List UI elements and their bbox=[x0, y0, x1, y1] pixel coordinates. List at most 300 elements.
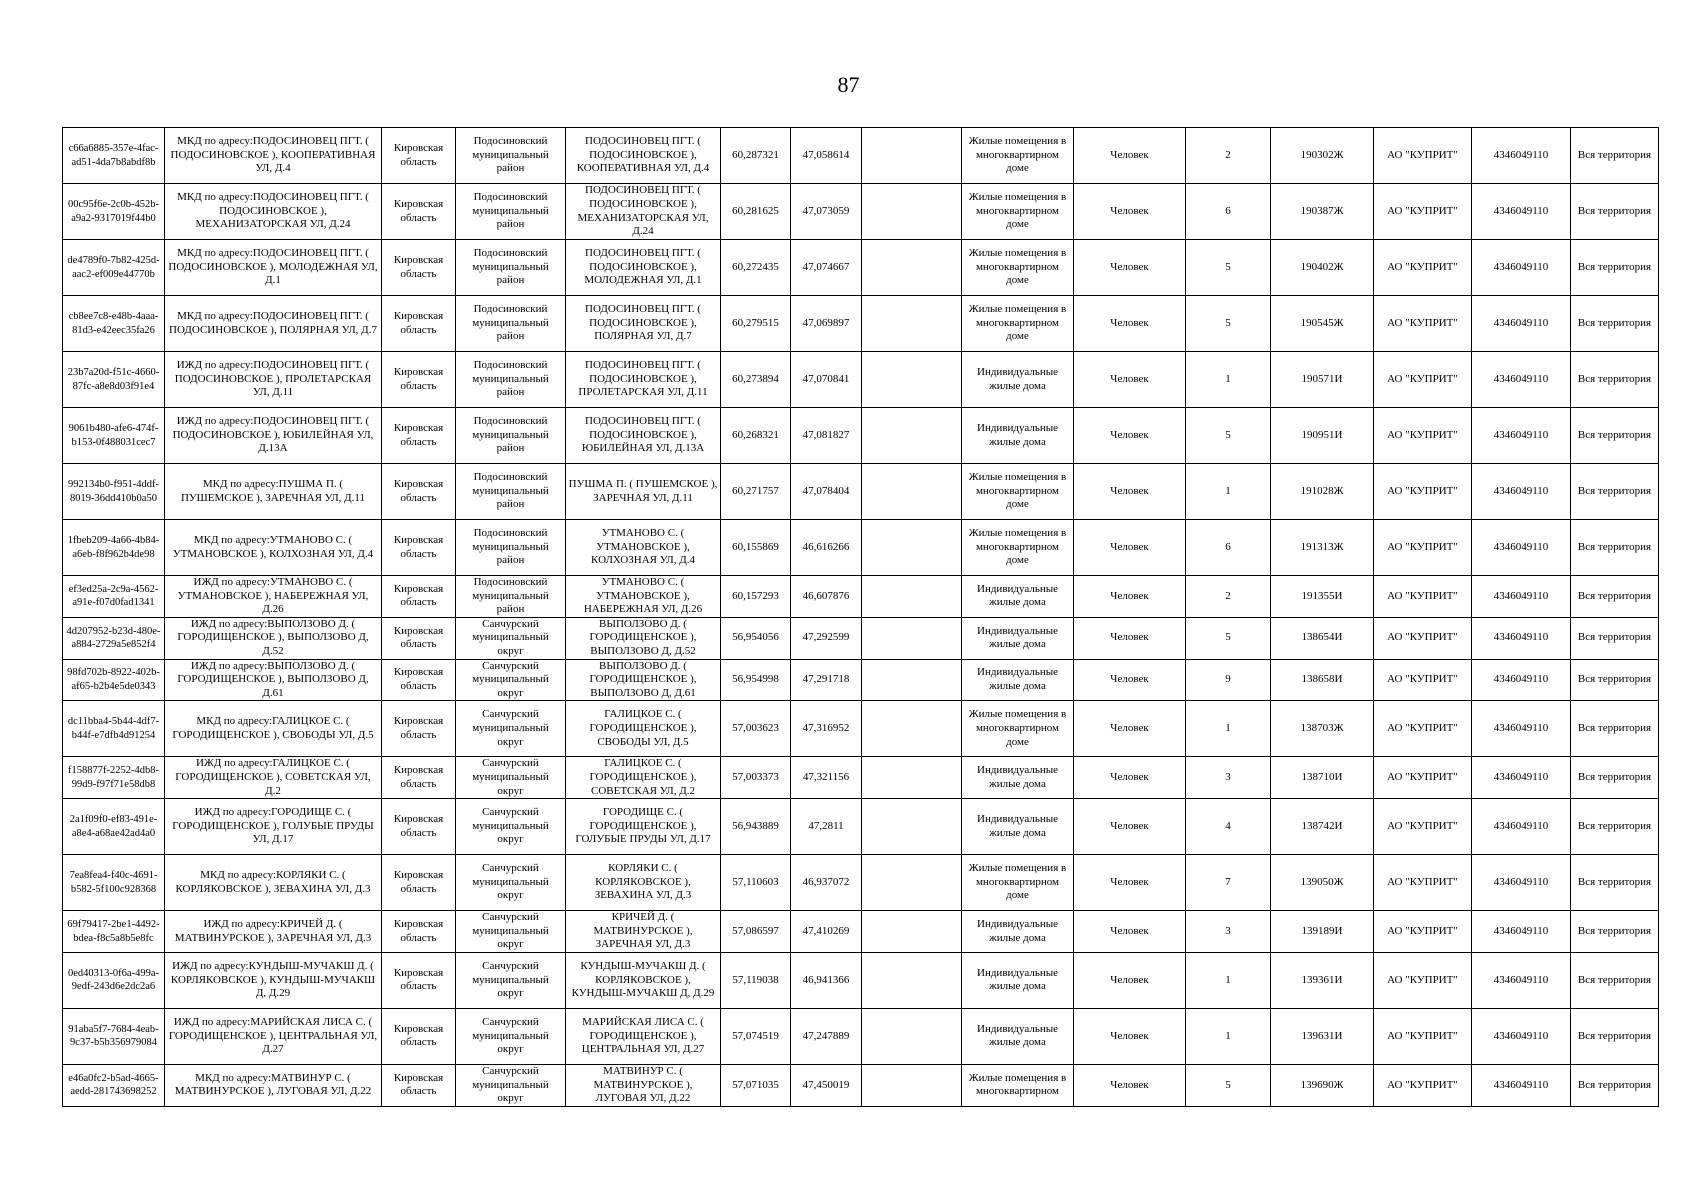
latitude-cell: 60,279515 bbox=[721, 296, 791, 352]
unit-cell: Человек bbox=[1074, 408, 1186, 464]
latitude-cell: 56,954056 bbox=[721, 617, 791, 659]
record-id-cell: 91aba5f7-7684-4eab-9c37-b5b356979084 bbox=[63, 1008, 165, 1064]
empty-cell bbox=[862, 1008, 962, 1064]
table-row bbox=[63, 799, 1659, 855]
table-row bbox=[63, 576, 1659, 618]
account-code-cell: 138654И bbox=[1271, 617, 1374, 659]
region-cell: Кировская область bbox=[382, 1064, 456, 1106]
longitude-cell: 46,941366 bbox=[791, 952, 862, 1008]
object-description-cell: МКД по адресу:УТМАНОВО С. ( УТМАНОВСКОЕ ), КОЛХОЗНАЯ УЛ, Д.4 bbox=[165, 520, 382, 576]
empty-cell bbox=[862, 757, 962, 799]
empty-cell bbox=[862, 659, 962, 701]
district-cell: Санчурский муниципальный округ bbox=[456, 1064, 566, 1106]
object-description-cell: МКД по адресу:ПОДОСИНОВЕЦ ПГТ. ( ПОДОСИНОВСКОЕ ), ПОЛЯРНАЯ УЛ, Д.7 bbox=[165, 296, 382, 352]
object-description-cell: ИЖД по адресу:ГОРОДИЩЕ С. ( ГОРОДИЩЕНСКОЕ ), ГОЛУБЫЕ ПРУДЫ УЛ, Д.17 bbox=[165, 799, 382, 855]
unit-cell: Человек bbox=[1074, 576, 1186, 618]
address-cell: МАРИЙСКАЯ ЛИСА С. ( ГОРОДИЩЕНСКОЕ ), ЦЕНТРАЛЬНАЯ УЛ, Д.27 bbox=[566, 1008, 721, 1064]
premises-type-cell: Жилые помещения в многоквартирном доме bbox=[962, 464, 1074, 520]
count-cell: 9 bbox=[1186, 659, 1271, 701]
empty-cell bbox=[862, 799, 962, 855]
object-description-cell: МКД по адресу:МАТВИНУР С. ( МАТВИНУРСКОЕ ), ЛУГОВАЯ УЛ, Д.22 bbox=[165, 1064, 382, 1106]
premises-type-cell: Индивидуальные жилые дома bbox=[962, 408, 1074, 464]
account-code-cell: 191313Ж bbox=[1271, 520, 1374, 576]
object-description-cell: МКД по адресу:ПОДОСИНОВЕЦ ПГТ. ( ПОДОСИНОВСКОЕ ), КООПЕРАТИВНАЯ УЛ, Д.4 bbox=[165, 128, 382, 184]
territory-cell: Вся территория bbox=[1571, 617, 1659, 659]
operator-cell: АО "КУПРИТ" bbox=[1374, 701, 1472, 757]
address-cell: ПОДОСИНОВЕЦ ПГТ. ( ПОДОСИНОВСКОЕ ), МОЛОДЕЖНАЯ УЛ, Д.1 bbox=[566, 240, 721, 296]
empty-cell bbox=[862, 701, 962, 757]
inn-cell: 4346049110 bbox=[1472, 128, 1571, 184]
longitude-cell: 46,937072 bbox=[791, 855, 862, 911]
operator-cell: АО "КУПРИТ" bbox=[1374, 757, 1472, 799]
unit-cell: Человек bbox=[1074, 520, 1186, 576]
empty-cell bbox=[862, 911, 962, 953]
longitude-cell: 47,410269 bbox=[791, 911, 862, 953]
longitude-cell: 47,247889 bbox=[791, 1008, 862, 1064]
empty-cell bbox=[862, 952, 962, 1008]
inn-cell: 4346049110 bbox=[1472, 520, 1571, 576]
district-cell: Санчурский муниципальный округ bbox=[456, 617, 566, 659]
account-code-cell: 139050Ж bbox=[1271, 855, 1374, 911]
territory-cell: Вся территория bbox=[1571, 1064, 1659, 1106]
district-cell: Подосиновский муниципальный район bbox=[456, 240, 566, 296]
inn-cell: 4346049110 bbox=[1472, 911, 1571, 953]
object-description-cell: ИЖД по адресу:ВЫПОЛЗОВО Д. ( ГОРОДИЩЕНСКОЕ ), ВЫПОЛЗОВО Д, Д.61 bbox=[165, 659, 382, 701]
premises-type-cell: Жилые помещения в многоквартирном bbox=[962, 1064, 1074, 1106]
longitude-cell: 47,069897 bbox=[791, 296, 862, 352]
territory-cell: Вся территория bbox=[1571, 911, 1659, 953]
latitude-cell: 57,003623 bbox=[721, 701, 791, 757]
empty-cell bbox=[862, 352, 962, 408]
table-row bbox=[63, 296, 1659, 352]
account-code-cell: 139631И bbox=[1271, 1008, 1374, 1064]
inn-cell: 4346049110 bbox=[1472, 296, 1571, 352]
object-description-cell: МКД по адресу:ГАЛИЦКОЕ С. ( ГОРОДИЩЕНСКОЕ ), СВОБОДЫ УЛ, Д.5 bbox=[165, 701, 382, 757]
latitude-cell: 57,071035 bbox=[721, 1064, 791, 1106]
table-row bbox=[63, 617, 1659, 659]
district-cell: Санчурский муниципальный округ bbox=[456, 1008, 566, 1064]
count-cell: 5 bbox=[1186, 617, 1271, 659]
count-cell: 1 bbox=[1186, 352, 1271, 408]
address-cell: ПОДОСИНОВЕЦ ПГТ. ( ПОДОСИНОВСКОЕ ), ПРОЛЕТАРСКАЯ УЛ, Д.11 bbox=[566, 352, 721, 408]
table-row bbox=[63, 240, 1659, 296]
count-cell: 1 bbox=[1186, 701, 1271, 757]
premises-type-cell: Жилые помещения в многоквартирном доме bbox=[962, 701, 1074, 757]
inn-cell: 4346049110 bbox=[1472, 952, 1571, 1008]
territory-cell: Вся территория bbox=[1571, 659, 1659, 701]
territory-cell: Вся территория bbox=[1571, 464, 1659, 520]
inn-cell: 4346049110 bbox=[1472, 659, 1571, 701]
inn-cell: 4346049110 bbox=[1472, 799, 1571, 855]
territory-cell: Вся территория bbox=[1571, 576, 1659, 618]
premises-type-cell: Жилые помещения в многоквартирном доме bbox=[962, 184, 1074, 240]
object-description-cell: ИЖД по адресу:ВЫПОЛЗОВО Д. ( ГОРОДИЩЕНСКОЕ ), ВЫПОЛЗОВО Д, Д.52 bbox=[165, 617, 382, 659]
unit-cell: Человек bbox=[1074, 855, 1186, 911]
object-description-cell: ИЖД по адресу:КРИЧЕЙ Д. ( МАТВИНУРСКОЕ ), ЗАРЕЧНАЯ УЛ, Д.3 bbox=[165, 911, 382, 953]
account-code-cell: 190571И bbox=[1271, 352, 1374, 408]
region-cell: Кировская область bbox=[382, 128, 456, 184]
table-row bbox=[63, 128, 1659, 184]
address-cell: ГОРОДИЩЕ С. ( ГОРОДИЩЕНСКОЕ ), ГОЛУБЫЕ ПРУДЫ УЛ, Д.17 bbox=[566, 799, 721, 855]
district-cell: Санчурский муниципальный округ bbox=[456, 911, 566, 953]
operator-cell: АО "КУПРИТ" bbox=[1374, 352, 1472, 408]
empty-cell bbox=[862, 576, 962, 618]
object-description-cell: ИЖД по адресу:ГАЛИЦКОЕ С. ( ГОРОДИЩЕНСКОЕ ), СОВЕТСКАЯ УЛ, Д.2 bbox=[165, 757, 382, 799]
operator-cell: АО "КУПРИТ" bbox=[1374, 617, 1472, 659]
table-row bbox=[63, 911, 1659, 953]
table-row bbox=[63, 757, 1659, 799]
operator-cell: АО "КУПРИТ" bbox=[1374, 911, 1472, 953]
premises-type-cell: Индивидуальные жилые дома bbox=[962, 757, 1074, 799]
premises-type-cell: Жилые помещения в многоквартирном доме bbox=[962, 240, 1074, 296]
territory-cell: Вся территория bbox=[1571, 799, 1659, 855]
region-cell: Кировская область bbox=[382, 911, 456, 953]
record-id-cell: c66a6885-357e-4fac-ad51-4da7b8abdf8b bbox=[63, 128, 165, 184]
longitude-cell: 47,081827 bbox=[791, 408, 862, 464]
territory-cell: Вся территория bbox=[1571, 757, 1659, 799]
record-id-cell: de4789f0-7b82-425d-aac2-ef009e44770b bbox=[63, 240, 165, 296]
address-cell: ПОДОСИНОВЕЦ ПГТ. ( ПОДОСИНОВСКОЕ ), КООПЕРАТИВНАЯ УЛ, Д.4 bbox=[566, 128, 721, 184]
latitude-cell: 56,954998 bbox=[721, 659, 791, 701]
operator-cell: АО "КУПРИТ" bbox=[1374, 952, 1472, 1008]
inn-cell: 4346049110 bbox=[1472, 855, 1571, 911]
district-cell: Подосиновский муниципальный район bbox=[456, 576, 566, 618]
empty-cell bbox=[862, 184, 962, 240]
premises-type-cell: Индивидуальные жилые дома bbox=[962, 952, 1074, 1008]
district-cell: Подосиновский муниципальный район bbox=[456, 464, 566, 520]
record-id-cell: 9061b480-afe6-474f-b153-0f488031cec7 bbox=[63, 408, 165, 464]
count-cell: 1 bbox=[1186, 464, 1271, 520]
district-cell: Санчурский муниципальный округ bbox=[456, 855, 566, 911]
district-cell: Санчурский муниципальный округ bbox=[456, 799, 566, 855]
territory-cell: Вся территория bbox=[1571, 352, 1659, 408]
count-cell: 1 bbox=[1186, 952, 1271, 1008]
operator-cell: АО "КУПРИТ" bbox=[1374, 855, 1472, 911]
latitude-cell: 60,155869 bbox=[721, 520, 791, 576]
longitude-cell: 47,292599 bbox=[791, 617, 862, 659]
region-cell: Кировская область bbox=[382, 701, 456, 757]
table-row bbox=[63, 520, 1659, 576]
empty-cell bbox=[862, 296, 962, 352]
empty-cell bbox=[862, 464, 962, 520]
empty-cell bbox=[862, 855, 962, 911]
account-code-cell: 191028Ж bbox=[1271, 464, 1374, 520]
premises-type-cell: Жилые помещения в многоквартирном доме bbox=[962, 855, 1074, 911]
latitude-cell: 60,273894 bbox=[721, 352, 791, 408]
inn-cell: 4346049110 bbox=[1472, 617, 1571, 659]
inn-cell: 4346049110 bbox=[1472, 1064, 1571, 1106]
account-code-cell: 190402Ж bbox=[1271, 240, 1374, 296]
region-cell: Кировская область bbox=[382, 296, 456, 352]
count-cell: 3 bbox=[1186, 757, 1271, 799]
latitude-cell: 57,086597 bbox=[721, 911, 791, 953]
object-description-cell: ИЖД по адресу:ПОДОСИНОВЕЦ ПГТ. ( ПОДОСИНОВСКОЕ ), ЮБИЛЕЙНАЯ УЛ, Д.13А bbox=[165, 408, 382, 464]
district-cell: Подосиновский муниципальный район bbox=[456, 520, 566, 576]
table-row bbox=[63, 352, 1659, 408]
region-cell: Кировская область bbox=[382, 240, 456, 296]
registry-body bbox=[63, 128, 1659, 1107]
empty-cell bbox=[862, 520, 962, 576]
region-cell: Кировская область bbox=[382, 617, 456, 659]
longitude-cell: 47,2811 bbox=[791, 799, 862, 855]
count-cell: 7 bbox=[1186, 855, 1271, 911]
latitude-cell: 57,119038 bbox=[721, 952, 791, 1008]
territory-cell: Вся территория bbox=[1571, 855, 1659, 911]
object-description-cell: МКД по адресу:ПУШМА П. ( ПУШЕМСКОЕ ), ЗАРЕЧНАЯ УЛ, Д.11 bbox=[165, 464, 382, 520]
latitude-cell: 57,110603 bbox=[721, 855, 791, 911]
premises-type-cell: Индивидуальные жилые дома bbox=[962, 352, 1074, 408]
object-description-cell: ИЖД по адресу:ПОДОСИНОВЕЦ ПГТ. ( ПОДОСИНОВСКОЕ ), ПРОЛЕТАРСКАЯ УЛ, Д.11 bbox=[165, 352, 382, 408]
premises-type-cell: Жилые помещения в многоквартирном доме bbox=[962, 520, 1074, 576]
premises-type-cell: Индивидуальные жилые дома bbox=[962, 799, 1074, 855]
unit-cell: Человек bbox=[1074, 911, 1186, 953]
account-code-cell: 138710И bbox=[1271, 757, 1374, 799]
operator-cell: АО "КУПРИТ" bbox=[1374, 576, 1472, 618]
table-row bbox=[63, 952, 1659, 1008]
premises-type-cell: Индивидуальные жилые дома bbox=[962, 576, 1074, 618]
longitude-cell: 47,291718 bbox=[791, 659, 862, 701]
count-cell: 5 bbox=[1186, 1064, 1271, 1106]
district-cell: Санчурский муниципальный округ bbox=[456, 952, 566, 1008]
account-code-cell: 190387Ж bbox=[1271, 184, 1374, 240]
territory-cell: Вся территория bbox=[1571, 296, 1659, 352]
record-id-cell: 4d207952-b23d-480e-a884-2729a5e852f4 bbox=[63, 617, 165, 659]
district-cell: Подосиновский муниципальный район bbox=[456, 128, 566, 184]
address-cell: КОРЛЯКИ С. ( КОРЛЯКОВСКОЕ ), ЗЕВАХИНА УЛ, Д.3 bbox=[566, 855, 721, 911]
empty-cell bbox=[862, 617, 962, 659]
region-cell: Кировская область bbox=[382, 855, 456, 911]
operator-cell: АО "КУПРИТ" bbox=[1374, 240, 1472, 296]
territory-cell: Вся территория bbox=[1571, 128, 1659, 184]
operator-cell: АО "КУПРИТ" bbox=[1374, 184, 1472, 240]
district-cell: Подосиновский муниципальный район bbox=[456, 352, 566, 408]
address-cell: ПОДОСИНОВЕЦ ПГТ. ( ПОДОСИНОВСКОЕ ), ПОЛЯРНАЯ УЛ, Д.7 bbox=[566, 296, 721, 352]
latitude-cell: 60,157293 bbox=[721, 576, 791, 618]
longitude-cell: 46,616266 bbox=[791, 520, 862, 576]
record-id-cell: 0ed40313-0f6a-499a-9edf-243d6e2dc2a6 bbox=[63, 952, 165, 1008]
unit-cell: Человек bbox=[1074, 1008, 1186, 1064]
record-id-cell: f158877f-2252-4db8-99d9-f97f71e58db8 bbox=[63, 757, 165, 799]
record-id-cell: dc11bba4-5b44-4df7-b44f-e7dfb4d91254 bbox=[63, 701, 165, 757]
record-id-cell: ef3ed25a-2c9a-4562-a91e-f07d0fad1341 bbox=[63, 576, 165, 618]
inn-cell: 4346049110 bbox=[1472, 576, 1571, 618]
record-id-cell: 69f79417-2be1-4492-bdea-f8c5a8b5e8fc bbox=[63, 911, 165, 953]
unit-cell: Человек bbox=[1074, 352, 1186, 408]
inn-cell: 4346049110 bbox=[1472, 464, 1571, 520]
address-cell: ПОДОСИНОВЕЦ ПГТ. ( ПОДОСИНОВСКОЕ ), МЕХАНИЗАТОРСКАЯ УЛ, Д.24 bbox=[566, 184, 721, 240]
latitude-cell: 56,943889 bbox=[721, 799, 791, 855]
region-cell: Кировская область bbox=[382, 1008, 456, 1064]
count-cell: 5 bbox=[1186, 408, 1271, 464]
region-cell: Кировская область bbox=[382, 464, 456, 520]
account-code-cell: 139690Ж bbox=[1271, 1064, 1374, 1106]
record-id-cell: 1fbeb209-4a66-4b84-a6eb-f8f962b4de98 bbox=[63, 520, 165, 576]
unit-cell: Человек bbox=[1074, 296, 1186, 352]
region-cell: Кировская область bbox=[382, 352, 456, 408]
region-cell: Кировская область bbox=[382, 952, 456, 1008]
longitude-cell: 47,450019 bbox=[791, 1064, 862, 1106]
unit-cell: Человек bbox=[1074, 757, 1186, 799]
unit-cell: Человек bbox=[1074, 240, 1186, 296]
account-code-cell: 139361И bbox=[1271, 952, 1374, 1008]
count-cell: 3 bbox=[1186, 911, 1271, 953]
record-id-cell: e46a0fc2-b5ad-4665-aedd-281743698252 bbox=[63, 1064, 165, 1106]
unit-cell: Человек bbox=[1074, 1064, 1186, 1106]
record-id-cell: 98fd702b-8922-402b-af65-b2b4e5de0343 bbox=[63, 659, 165, 701]
count-cell: 5 bbox=[1186, 296, 1271, 352]
page-number: 87 bbox=[837, 72, 860, 97]
table-row bbox=[63, 408, 1659, 464]
unit-cell: Человек bbox=[1074, 799, 1186, 855]
longitude-cell: 47,058614 bbox=[791, 128, 862, 184]
unit-cell: Человек bbox=[1074, 952, 1186, 1008]
premises-type-cell: Индивидуальные жилые дома bbox=[962, 1008, 1074, 1064]
account-code-cell: 139189И bbox=[1271, 911, 1374, 953]
account-code-cell: 191355И bbox=[1271, 576, 1374, 618]
latitude-cell: 57,003373 bbox=[721, 757, 791, 799]
longitude-cell: 47,078404 bbox=[791, 464, 862, 520]
record-id-cell: 23b7a20d-f51c-4660-87fc-a8e8d03f91e4 bbox=[63, 352, 165, 408]
operator-cell: АО "КУПРИТ" bbox=[1374, 296, 1472, 352]
address-cell: ПОДОСИНОВЕЦ ПГТ. ( ПОДОСИНОВСКОЕ ), ЮБИЛЕЙНАЯ УЛ, Д.13А bbox=[566, 408, 721, 464]
record-id-cell: 00c95f6e-2c0b-452b-a9a2-9317019f44b0 bbox=[63, 184, 165, 240]
region-cell: Кировская область bbox=[382, 757, 456, 799]
region-cell: Кировская область bbox=[382, 799, 456, 855]
district-cell: Подосиновский муниципальный район bbox=[456, 296, 566, 352]
unit-cell: Человек bbox=[1074, 128, 1186, 184]
unit-cell: Человек bbox=[1074, 701, 1186, 757]
count-cell: 5 bbox=[1186, 240, 1271, 296]
operator-cell: АО "КУПРИТ" bbox=[1374, 128, 1472, 184]
latitude-cell: 60,272435 bbox=[721, 240, 791, 296]
account-code-cell: 138703Ж bbox=[1271, 701, 1374, 757]
empty-cell bbox=[862, 408, 962, 464]
address-cell: ВЫПОЛЗОВО Д. ( ГОРОДИЩЕНСКОЕ ), ВЫПОЛЗОВО Д, Д.61 bbox=[566, 659, 721, 701]
account-code-cell: 190951И bbox=[1271, 408, 1374, 464]
address-cell: УТМАНОВО С. ( УТМАНОВСКОЕ ), КОЛХОЗНАЯ УЛ, Д.4 bbox=[566, 520, 721, 576]
object-description-cell: ИЖД по адресу:МАРИЙСКАЯ ЛИСА С. ( ГОРОДИЩЕНСКОЕ ), ЦЕНТРАЛЬНАЯ УЛ, Д.27 bbox=[165, 1008, 382, 1064]
premises-type-cell: Индивидуальные жилые дома bbox=[962, 659, 1074, 701]
address-cell: ГАЛИЦКОЕ С. ( ГОРОДИЩЕНСКОЕ ), СОВЕТСКАЯ УЛ, Д.2 bbox=[566, 757, 721, 799]
address-cell: КРИЧЕЙ Д. ( МАТВИНУРСКОЕ ), ЗАРЕЧНАЯ УЛ, Д.3 bbox=[566, 911, 721, 953]
account-code-cell: 190545Ж bbox=[1271, 296, 1374, 352]
count-cell: 6 bbox=[1186, 184, 1271, 240]
address-cell: ПУШМА П. ( ПУШЕМСКОЕ ), ЗАРЕЧНАЯ УЛ, Д.11 bbox=[566, 464, 721, 520]
table-row bbox=[63, 659, 1659, 701]
district-cell: Санчурский муниципальный округ bbox=[456, 757, 566, 799]
unit-cell: Человек bbox=[1074, 617, 1186, 659]
premises-type-cell: Индивидуальные жилые дома bbox=[962, 617, 1074, 659]
empty-cell bbox=[862, 128, 962, 184]
record-id-cell: 992134b0-f951-4ddf-8019-36dd410b0a50 bbox=[63, 464, 165, 520]
territory-cell: Вся территория bbox=[1571, 240, 1659, 296]
longitude-cell: 47,321156 bbox=[791, 757, 862, 799]
inn-cell: 4346049110 bbox=[1472, 757, 1571, 799]
empty-cell bbox=[862, 1064, 962, 1106]
longitude-cell: 47,074667 bbox=[791, 240, 862, 296]
territory-cell: Вся территория bbox=[1571, 408, 1659, 464]
region-cell: Кировская область bbox=[382, 408, 456, 464]
latitude-cell: 60,287321 bbox=[721, 128, 791, 184]
latitude-cell: 60,281625 bbox=[721, 184, 791, 240]
operator-cell: АО "КУПРИТ" bbox=[1374, 1008, 1472, 1064]
inn-cell: 4346049110 bbox=[1472, 1008, 1571, 1064]
table-row bbox=[63, 855, 1659, 911]
table-row bbox=[63, 464, 1659, 520]
address-cell: ВЫПОЛЗОВО Д. ( ГОРОДИЩЕНСКОЕ ), ВЫПОЛЗОВО Д, Д.52 bbox=[566, 617, 721, 659]
registry-table bbox=[62, 127, 1659, 1107]
operator-cell: АО "КУПРИТ" bbox=[1374, 799, 1472, 855]
count-cell: 1 bbox=[1186, 1008, 1271, 1064]
address-cell: КУНДЫШ-МУЧАКШ Д. ( КОРЛЯКОВСКОЕ ), КУНДЫШ-МУЧАКШ Д, Д.29 bbox=[566, 952, 721, 1008]
longitude-cell: 47,070841 bbox=[791, 352, 862, 408]
empty-cell bbox=[862, 240, 962, 296]
unit-cell: Человек bbox=[1074, 464, 1186, 520]
district-cell: Санчурский муниципальный округ bbox=[456, 701, 566, 757]
object-description-cell: ИЖД по адресу:УТМАНОВО С. ( УТМАНОВСКОЕ ), НАБЕРЕЖНАЯ УЛ, Д.26 bbox=[165, 576, 382, 618]
inn-cell: 4346049110 bbox=[1472, 184, 1571, 240]
address-cell: МАТВИНУР С. ( МАТВИНУРСКОЕ ), ЛУГОВАЯ УЛ, Д.22 bbox=[566, 1064, 721, 1106]
inn-cell: 4346049110 bbox=[1472, 701, 1571, 757]
address-cell: ГАЛИЦКОЕ С. ( ГОРОДИЩЕНСКОЕ ), СВОБОДЫ УЛ, Д.5 bbox=[566, 701, 721, 757]
count-cell: 4 bbox=[1186, 799, 1271, 855]
account-code-cell: 138742И bbox=[1271, 799, 1374, 855]
region-cell: Кировская область bbox=[382, 184, 456, 240]
operator-cell: АО "КУПРИТ" bbox=[1374, 1064, 1472, 1106]
region-cell: Кировская область bbox=[382, 576, 456, 618]
table-row bbox=[63, 701, 1659, 757]
premises-type-cell: Жилые помещения в многоквартирном доме bbox=[962, 296, 1074, 352]
count-cell: 2 bbox=[1186, 128, 1271, 184]
object-description-cell: МКД по адресу:КОРЛЯКИ С. ( КОРЛЯКОВСКОЕ ), ЗЕВАХИНА УЛ, Д.3 bbox=[165, 855, 382, 911]
longitude-cell: 47,316952 bbox=[791, 701, 862, 757]
district-cell: Подосиновский муниципальный район bbox=[456, 408, 566, 464]
address-cell: УТМАНОВО С. ( УТМАНОВСКОЕ ), НАБЕРЕЖНАЯ УЛ, Д.26 bbox=[566, 576, 721, 618]
inn-cell: 4346049110 bbox=[1472, 352, 1571, 408]
operator-cell: АО "КУПРИТ" bbox=[1374, 520, 1472, 576]
unit-cell: Человек bbox=[1074, 184, 1186, 240]
latitude-cell: 60,271757 bbox=[721, 464, 791, 520]
premises-type-cell: Жилые помещения в многоквартирном доме bbox=[962, 128, 1074, 184]
count-cell: 2 bbox=[1186, 576, 1271, 618]
operator-cell: АО "КУПРИТ" bbox=[1374, 464, 1472, 520]
count-cell: 6 bbox=[1186, 520, 1271, 576]
table-row bbox=[63, 1008, 1659, 1064]
premises-type-cell: Индивидуальные жилые дома bbox=[962, 911, 1074, 953]
inn-cell: 4346049110 bbox=[1472, 408, 1571, 464]
object-description-cell: МКД по адресу:ПОДОСИНОВЕЦ ПГТ. ( ПОДОСИНОВСКОЕ ), МЕХАНИЗАТОРСКАЯ УЛ, Д.24 bbox=[165, 184, 382, 240]
record-id-cell: 7ea8fea4-f40c-4691-b582-5f100c928368 bbox=[63, 855, 165, 911]
account-code-cell: 138658И bbox=[1271, 659, 1374, 701]
region-cell: Кировская область bbox=[382, 520, 456, 576]
territory-cell: Вся территория bbox=[1571, 184, 1659, 240]
territory-cell: Вся территория bbox=[1571, 520, 1659, 576]
record-id-cell: 2a1f09f0-ef83-491e-a8e4-a68ae42ad4a0 bbox=[63, 799, 165, 855]
district-cell: Подосиновский муниципальный район bbox=[456, 184, 566, 240]
longitude-cell: 47,073059 bbox=[791, 184, 862, 240]
table-row bbox=[63, 184, 1659, 240]
longitude-cell: 46,607876 bbox=[791, 576, 862, 618]
latitude-cell: 57,074519 bbox=[721, 1008, 791, 1064]
object-description-cell: ИЖД по адресу:КУНДЫШ-МУЧАКШ Д. ( КОРЛЯКОВСКОЕ ), КУНДЫШ-МУЧАКШ Д, Д.29 bbox=[165, 952, 382, 1008]
account-code-cell: 190302Ж bbox=[1271, 128, 1374, 184]
territory-cell: Вся территория bbox=[1571, 952, 1659, 1008]
latitude-cell: 60,268321 bbox=[721, 408, 791, 464]
operator-cell: АО "КУПРИТ" bbox=[1374, 408, 1472, 464]
record-id-cell: cb8ee7c8-e48b-4aaa-81d3-e42eec35fa26 bbox=[63, 296, 165, 352]
territory-cell: Вся территория bbox=[1571, 701, 1659, 757]
inn-cell: 4346049110 bbox=[1472, 240, 1571, 296]
